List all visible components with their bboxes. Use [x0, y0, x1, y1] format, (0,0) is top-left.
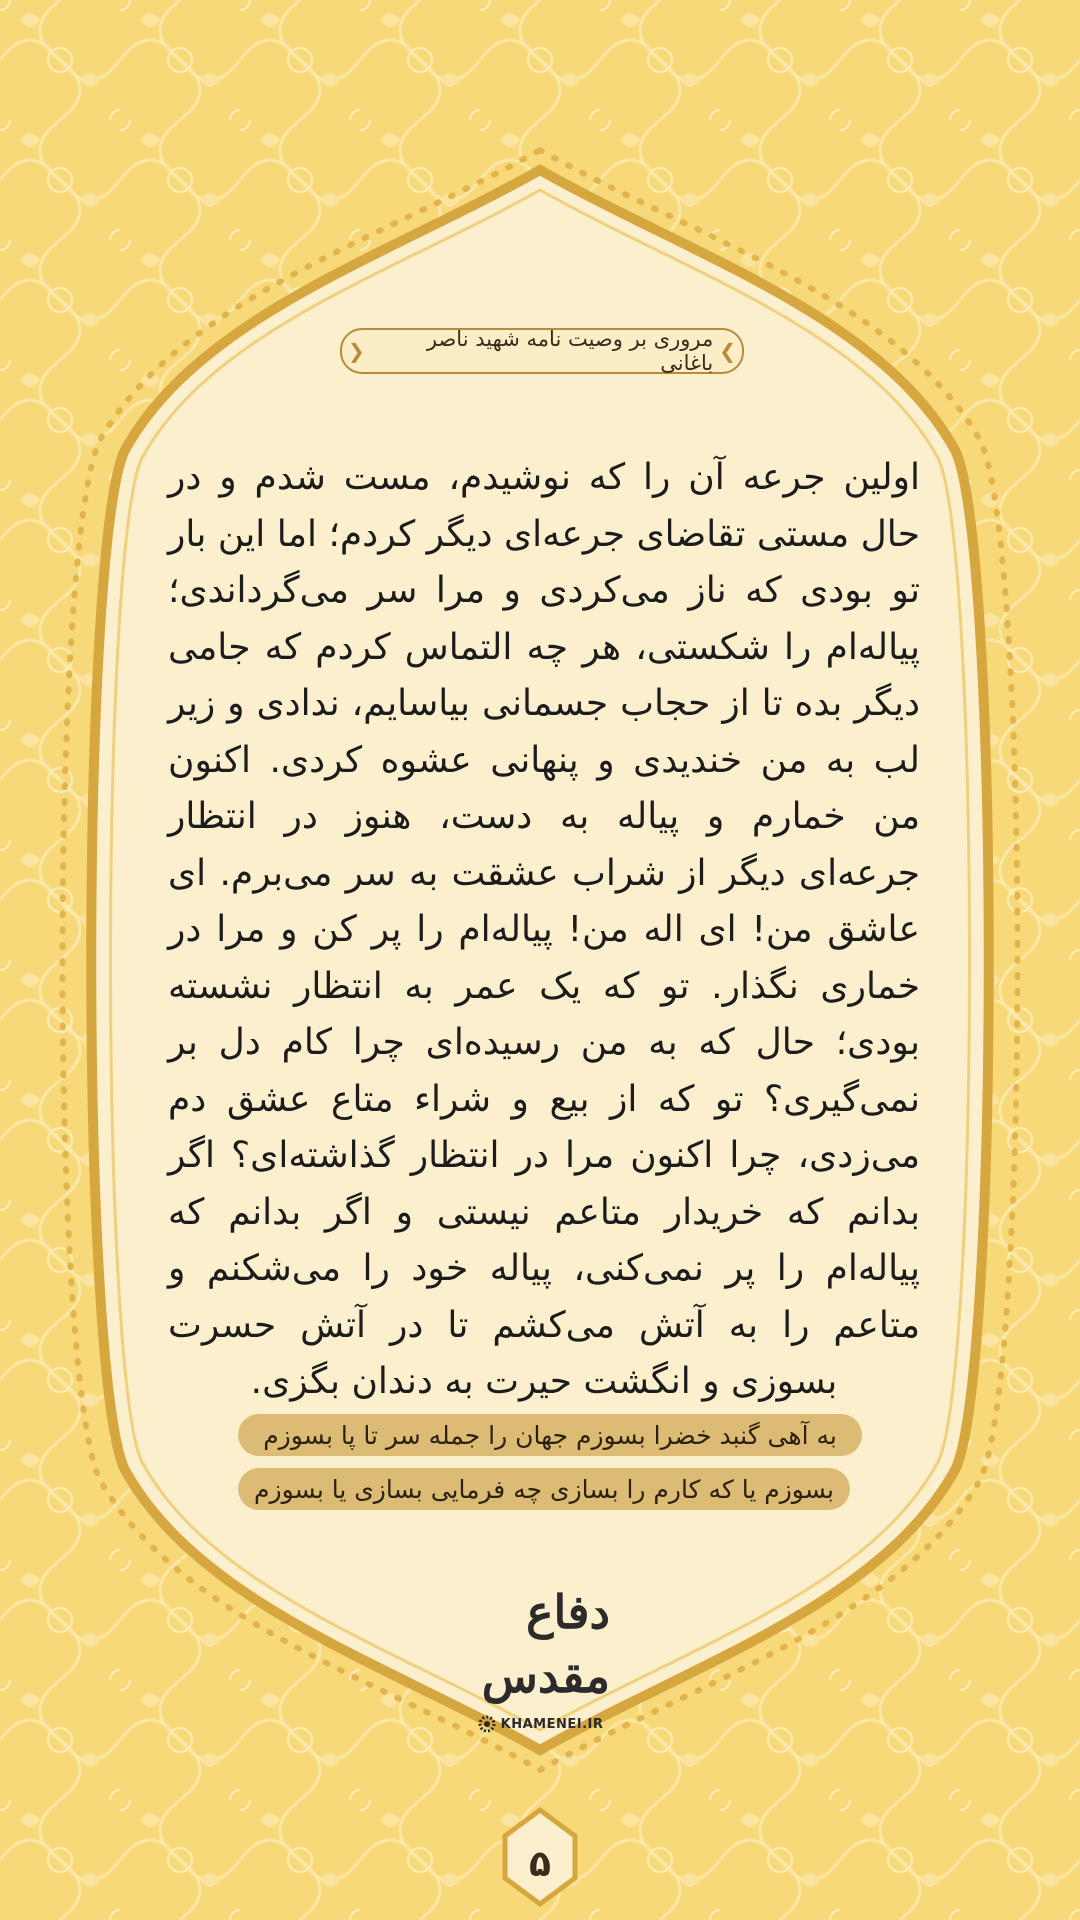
chevron-left-icon: ❮: [348, 339, 365, 363]
gear-emblem-icon: [477, 1714, 497, 1734]
chevron-right-icon: ❯: [719, 339, 736, 363]
testament-text: اولین جرعه آن را که نوشیدم، مست شدم و در حال مستی تقاضای جرعه‌ای دیگر کردم؛ اما این بار تو بودی که ناز می‌کردی و مرا سر می‌گرداندی؛ پیاله‌ام را شکستی، هر چه التماس کردم که جامی دیگر بده تا از حجاب جسمانی بیاسایم، ندادی و زیر لب به من خندیدی و پنهانی عشوه کردی. اکنون من خمارم و پیاله به دست، هنوز در انتظار جرعه‌ای دیگر از شراب عشقت به سر می‌برم. ای عاشق من! ای اله من! پیاله‌ام را پر کن و مرا در خماری نگذار. تو که یک عمر به انتظار نشسته بودی؛ حال که به من رسیده‌ای چرا کام دل بر نمی‌گیری؟ تو که از بیع و شراء متاع عشق دم می‌زدی، چرا اکنون مرا در انتظار گذاشته‌ای؟ اگر بدانم که خریدار متاعم نیستی و اگر بدانم که پیاله‌ام را پر نمی‌کنی، پیاله خود را می‌شکنم و متاعم را به آتش می‌کشم تا در آتش حسرت بسوزی و انگشت حیرت به دندان بگزی.: [168, 457, 920, 1402]
logo: [470, 1580, 610, 1732]
logo-calligraphy: دفاع مقدس: [481, 1585, 610, 1703]
header-title: مروری بر وصیت نامه شهید ناصر باغانی: [426, 327, 714, 375]
logo-site: KHAMENEI.IR: [500, 1716, 604, 1732]
poem-line-2: بسوزم یا که کارم را بسازی چه فرمایی بسازی یا بسوزم: [238, 1468, 850, 1510]
poem-line-1: به آهی گنبد خضرا بسوزم جهان را جمله سر تا پا بسوزم: [238, 1414, 862, 1456]
page-number: ۵: [529, 1843, 551, 1885]
header-title-pill: [340, 328, 744, 374]
